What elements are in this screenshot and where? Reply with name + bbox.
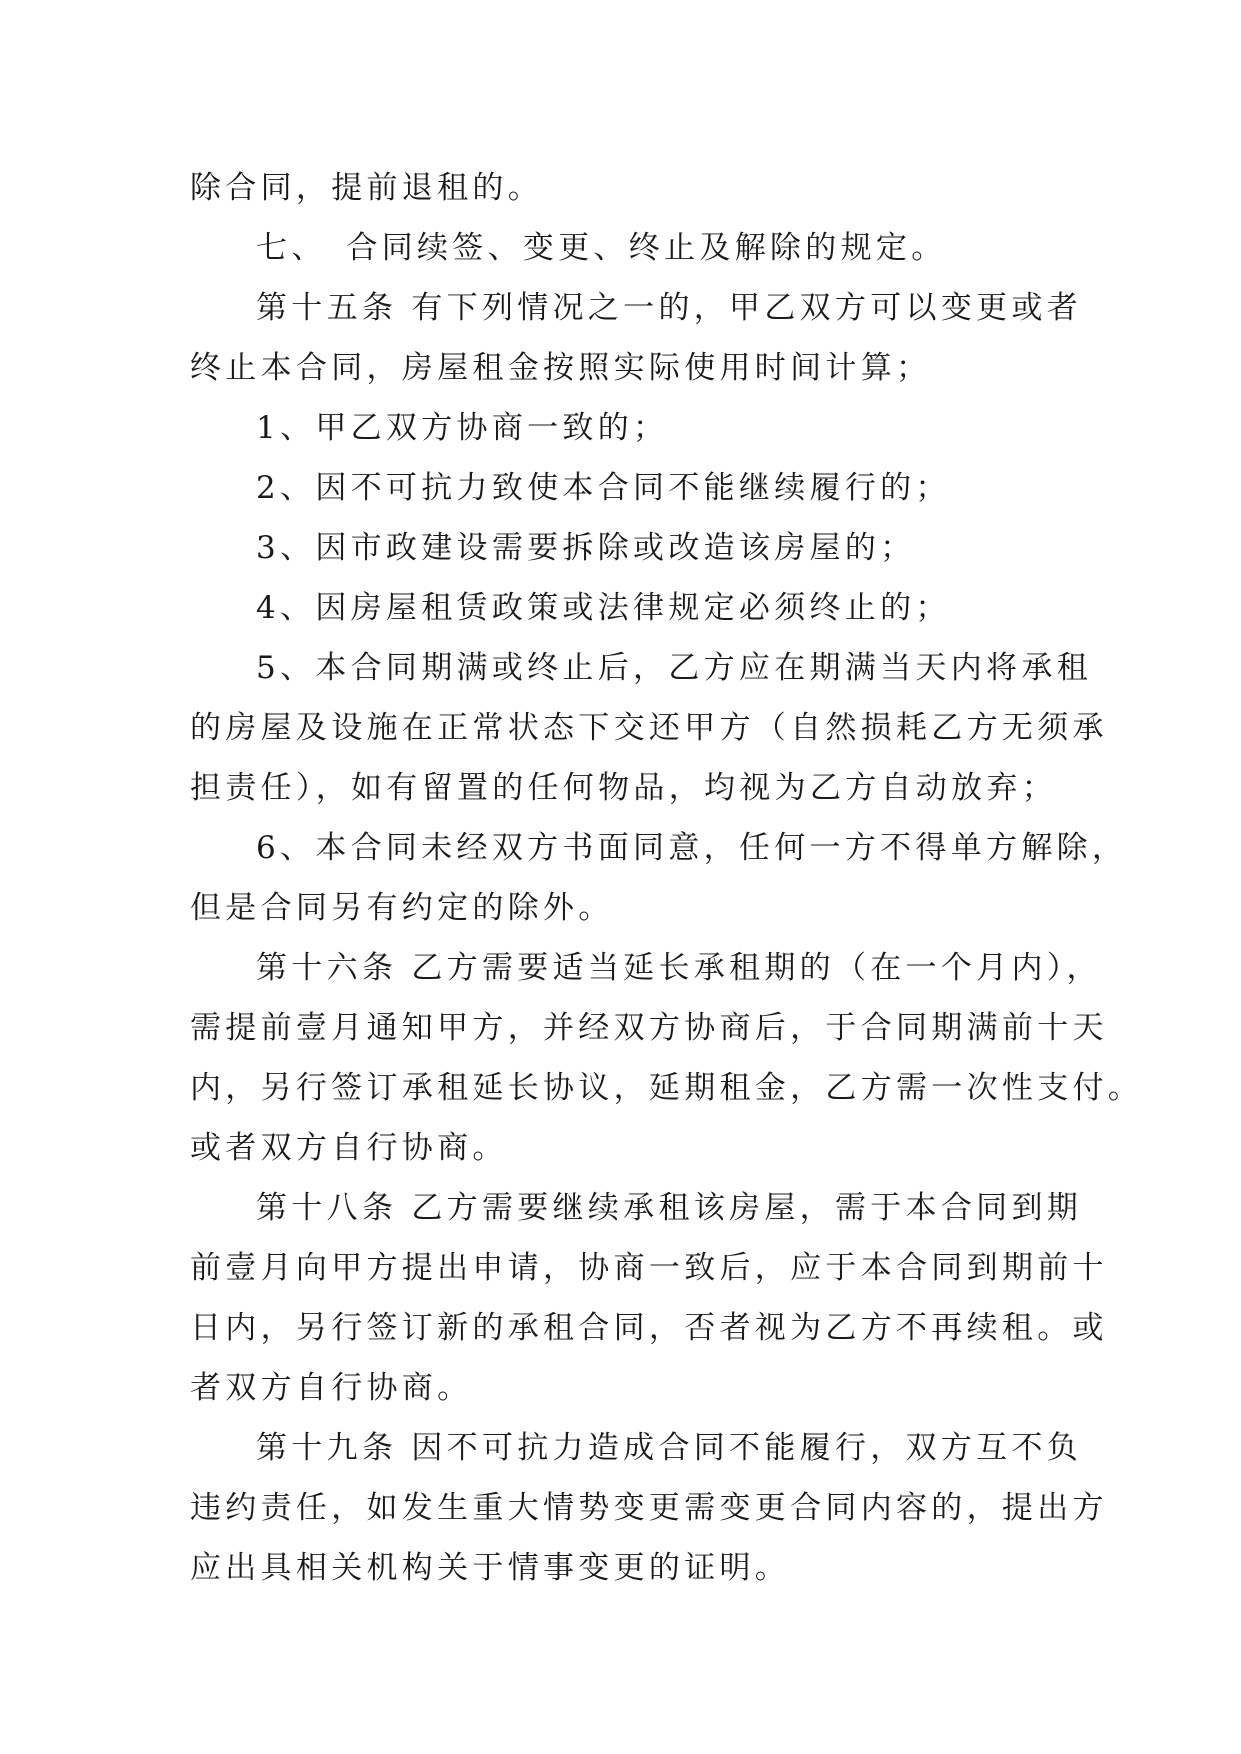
text-line: 内，另行签订承租延长协议，延期租金，乙方需一次性支付。 — [190, 1070, 1144, 1106]
list-item-1: 1、甲乙双方协商一致的； — [256, 410, 669, 446]
article-18-line: 第十八条 乙方需要继续承租该房屋，需于本合同到期 — [256, 1190, 1083, 1226]
text-line: 日内，另行签订新的承租合同，否者视为乙方不再续租。或 — [190, 1310, 1108, 1346]
text-line: 但是合同另有约定的除外。 — [190, 890, 614, 926]
text-line: 终止本合同，房屋租金按照实际使用时间计算； — [190, 350, 932, 386]
text-line: 需提前壹月通知甲方，并经双方协商后，于合同期满前十天 — [190, 1010, 1108, 1046]
list-item-2: 2、因不可抗力致使本合同不能继续履行的； — [256, 470, 951, 506]
list-item-5: 5、本合同期满或终止后，乙方应在期满当天内将承租 — [256, 650, 1092, 686]
text-line: 者双方自行协商。 — [190, 1370, 473, 1406]
text-line: 违约责任，如发生重大情势变更需变更合同内容的，提出方 — [190, 1490, 1108, 1526]
text-line: 或者双方自行协商。 — [190, 1130, 508, 1166]
article-15-line: 第十五条 有下列情况之一的，甲乙双方可以变更或者 — [256, 290, 1083, 326]
section-heading: 七、 合同续签、变更、终止及解除的规定。 — [256, 230, 947, 266]
list-item-4: 4、因房屋租赁政策或法律规定必须终止的； — [256, 590, 951, 626]
article-19-line: 第十九条 因不可抗力造成合同不能履行，双方互不负 — [256, 1430, 1083, 1466]
article-16-line: 第十六条 乙方需要适当延长承租期的（在一个月内）， — [256, 950, 1102, 986]
list-item-3: 3、因市政建设需要拆除或改造该房屋的； — [256, 530, 916, 566]
list-item-6: 6、本合同未经双方书面同意，任何一方不得单方解除， — [256, 830, 1128, 866]
text-line: 应出具相关机构关于情事变更的证明。 — [190, 1550, 791, 1586]
text-line: 的房屋及设施在正常状态下交还甲方（自然损耗乙方无须承 — [190, 710, 1108, 746]
text-line: 担责任），如有留置的任何物品，均视为乙方自动放弃； — [190, 770, 1057, 806]
text-line: 除合同，提前退租的。 — [190, 170, 543, 206]
contract-text-body — [190, 158, 1144, 1598]
text-line: 前壹月向甲方提出申请，协商一致后，应于本合同到期前十 — [190, 1250, 1108, 1286]
